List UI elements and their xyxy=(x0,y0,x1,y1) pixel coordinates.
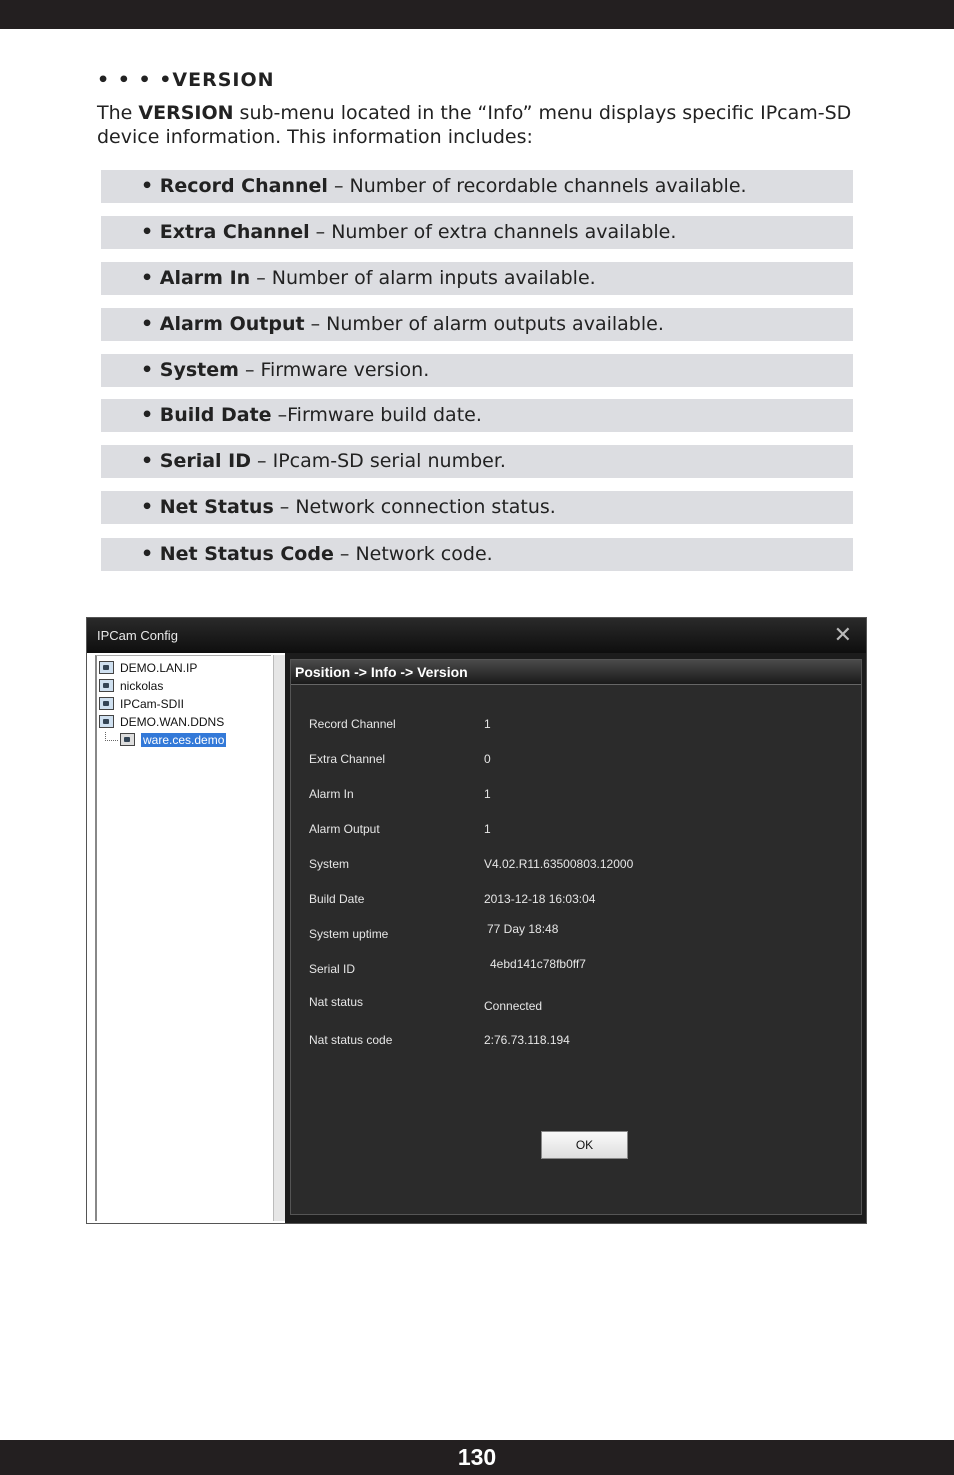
window-titlebar xyxy=(87,618,866,653)
item-desc: – Number of alarm outputs available. xyxy=(304,313,664,335)
breadcrumb: Position -> Info -> Version xyxy=(295,664,468,680)
info-value: Connected xyxy=(484,999,543,1013)
item-desc: –Firmware build date. xyxy=(271,404,482,426)
close-icon[interactable]: ✕ xyxy=(833,622,852,647)
intro-paragraph xyxy=(97,101,887,149)
item-desc: – Number of alarm inputs available. xyxy=(250,267,596,289)
tree-item[interactable] xyxy=(99,660,197,676)
item-desc: – Network connection status. xyxy=(273,496,556,518)
info-value: 2:76.73.118.194 xyxy=(484,1033,570,1047)
item-term: • Net Status Code xyxy=(141,543,334,565)
info-row xyxy=(309,752,849,768)
list-item xyxy=(101,354,853,387)
item-term: • Alarm In xyxy=(141,267,251,289)
device-icon xyxy=(99,661,114,674)
info-label: Nat status code xyxy=(309,1033,393,1047)
info-value: 2013-12-18 16:03:04 xyxy=(484,892,596,906)
info-row xyxy=(309,995,849,1011)
info-value: 0 xyxy=(484,752,491,766)
info-value: 4ebd141c78fb0ff7 xyxy=(490,957,586,971)
info-label: Extra Channel xyxy=(309,752,386,766)
item-term: • Net Status xyxy=(141,496,274,518)
tree-item[interactable] xyxy=(99,678,163,694)
tree-item-label: ware.ces.demo xyxy=(143,732,225,747)
tree-item-selected[interactable] xyxy=(105,732,226,748)
info-row xyxy=(309,892,849,908)
version-panel-inner xyxy=(290,659,862,1215)
list-item xyxy=(101,216,853,249)
device-icon xyxy=(99,679,114,692)
device-icon xyxy=(99,697,114,710)
tree-item-label: nickolas xyxy=(120,678,164,693)
info-label: Serial ID xyxy=(309,962,356,976)
device-icon xyxy=(99,715,114,728)
info-row xyxy=(309,787,849,803)
version-panel xyxy=(285,653,866,1223)
info-row xyxy=(309,857,849,873)
camera-icon xyxy=(120,733,135,746)
device-tree xyxy=(95,655,271,1221)
list-item xyxy=(101,538,853,571)
list-item xyxy=(101,445,853,478)
item-term: • Record Channel xyxy=(141,175,328,197)
page-number: 130 xyxy=(457,1444,497,1470)
intro-post: sub-menu located in the “Info” menu displays specific IPcam-SD device information. This information includes: xyxy=(97,102,852,148)
info-label: System uptime xyxy=(309,927,389,941)
tree-item-label: DEMO.LAN.IP xyxy=(120,660,198,675)
tree-item[interactable] xyxy=(99,696,184,712)
intro-pre: The xyxy=(97,102,139,124)
item-term: • Build Date xyxy=(141,404,272,426)
info-value: V4.02.R11.63500803.12000 xyxy=(484,857,634,871)
list-item xyxy=(101,491,853,524)
tree-item[interactable] xyxy=(99,714,224,730)
window-title: IPCam Config xyxy=(97,628,178,643)
tree-item-label: IPCam-SDII xyxy=(120,696,185,711)
tree-scroll-rail[interactable] xyxy=(273,655,285,1221)
info-value: 1 xyxy=(484,822,491,836)
list-item xyxy=(101,170,853,203)
ok-button[interactable]: OK xyxy=(541,1131,628,1159)
item-desc: – Firmware version. xyxy=(238,359,430,381)
item-term: • System xyxy=(141,359,239,381)
info-row xyxy=(309,957,849,978)
item-desc: – Number of extra channels available. xyxy=(309,221,677,243)
info-label: Record Channel xyxy=(309,717,396,731)
list-item xyxy=(101,308,853,341)
tree-item-label: DEMO.WAN.DDNS xyxy=(120,714,225,729)
info-row xyxy=(309,717,849,733)
item-desc: – Network code. xyxy=(333,543,493,565)
info-row xyxy=(309,1033,849,1049)
item-term: • Alarm Output xyxy=(141,313,305,335)
info-value: 77 Day 18:48 xyxy=(487,922,559,936)
info-label: System xyxy=(309,857,350,871)
info-value: 1 xyxy=(484,717,491,731)
info-label: Nat status xyxy=(309,995,364,1009)
list-item xyxy=(101,399,853,432)
tree-connector xyxy=(105,732,118,741)
panel-header xyxy=(291,660,861,685)
info-label: Build Date xyxy=(309,892,365,906)
item-term: • Serial ID xyxy=(141,450,252,472)
ipcam-config-window xyxy=(86,617,867,1224)
info-row xyxy=(309,822,849,838)
item-term: • Extra Channel xyxy=(141,221,310,243)
intro-bold: VERSION xyxy=(138,102,234,124)
info-label: Alarm Output xyxy=(309,822,380,836)
item-desc: – Number of recordable channels available. xyxy=(327,175,747,197)
section-heading: • • • •VERSION xyxy=(97,69,275,91)
info-label: Alarm In xyxy=(309,787,354,801)
top-bar xyxy=(0,0,954,29)
list-item xyxy=(101,262,853,295)
info-value: 1 xyxy=(484,787,491,801)
info-row xyxy=(309,922,849,943)
item-desc: – IPcam-SD serial number. xyxy=(251,450,506,472)
